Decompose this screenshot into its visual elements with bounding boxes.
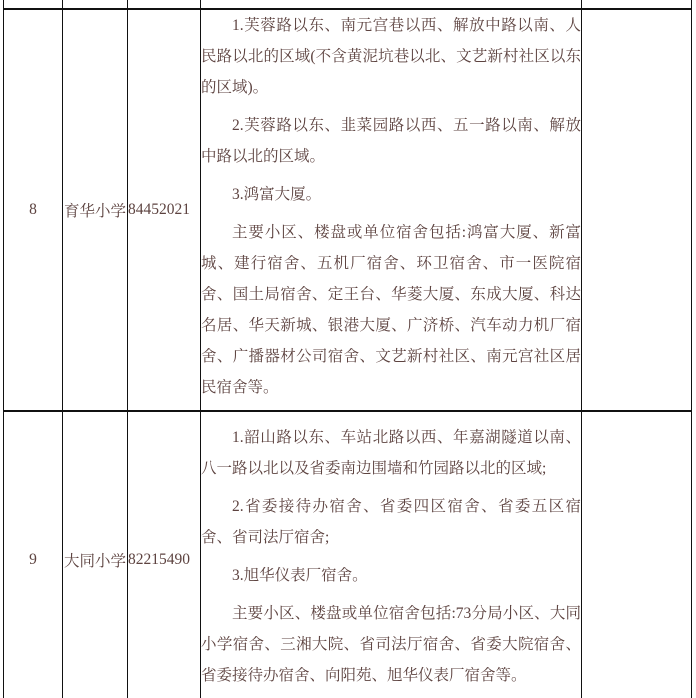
row-number: 8 (29, 201, 37, 218)
district-description-cell (201, 9, 582, 411)
district-paragraph: 1.韶山路以东、车站北路以西、年嘉湖隧道以南、八一路以北以及省委南边围墙和竹园路以北的区域; (201, 429, 581, 477)
district-paragraph: 1.芙蓉路以东、南元宫巷以西、解放中路以南、人民路以北的区域(不含黄泥坑巷以北、文艺新村社区以东的区域)。 (201, 17, 581, 96)
phone-number: 84452021 (128, 201, 190, 218)
remark-cell (582, 411, 692, 698)
district-paragraph: 3.鸿富大厦。 (232, 186, 322, 203)
phone-number: 82215490 (128, 551, 190, 568)
district-paragraph: 2.芙蓉路以东、韭菜园路以西、五一路以南、解放中路以北的区域。 (201, 117, 581, 165)
school-name: 大同小学 (63, 553, 126, 570)
prev-row-description-cell (201, 0, 582, 9)
phone-cell (128, 9, 201, 411)
district-paragraph: 3.旭华仪表厂宿舍。 (232, 567, 368, 584)
table-row-partial-top (4, 0, 692, 9)
prev-row-remark-cell (582, 0, 692, 9)
row-number-cell (4, 411, 63, 698)
prev-row-number-cell (4, 0, 63, 9)
school-name-cell (63, 9, 128, 411)
row-number: 9 (29, 551, 37, 568)
school-name-cell (63, 411, 128, 698)
phone-cell (128, 411, 201, 698)
row-number-cell (4, 9, 63, 411)
table-row-8 (4, 9, 692, 411)
remark-cell (582, 9, 692, 411)
district-paragraph: 主要小区、楼盘或单位宿舍包括:鸿富大厦、新富城、建行宿舍、五机厂宿舍、环卫宿舍、市一医院宿舍、国土局宿舍、定王台、华菱大厦、东成大厦、科达名居、华天新城、银港大厦、广济桥、汽车动力机厂宿舍、广播器材公司宿舍、文艺新村社区、南元宫社区居民宿舍等。 (201, 224, 581, 396)
prev-row-phone-cell (128, 0, 201, 9)
district-paragraph: 2.省委接待办宿舍、省委四区宿舍、省委五区宿舍、省司法厅宿舍; (201, 498, 581, 546)
district-description-cell (201, 411, 582, 698)
prev-row-school-cell (63, 0, 128, 9)
district-paragraph: 主要小区、楼盘或单位宿舍包括:73分局小区、大同小学宿舍、三湘大院、省司法厅宿舍、省委大院宿舍、省委接待办宿舍、向阳苑、旭华仪表厂宿舍等。 (201, 605, 581, 684)
school-name: 育华小学 (63, 203, 126, 220)
table-row-9 (4, 411, 692, 698)
district-table (3, 0, 692, 698)
